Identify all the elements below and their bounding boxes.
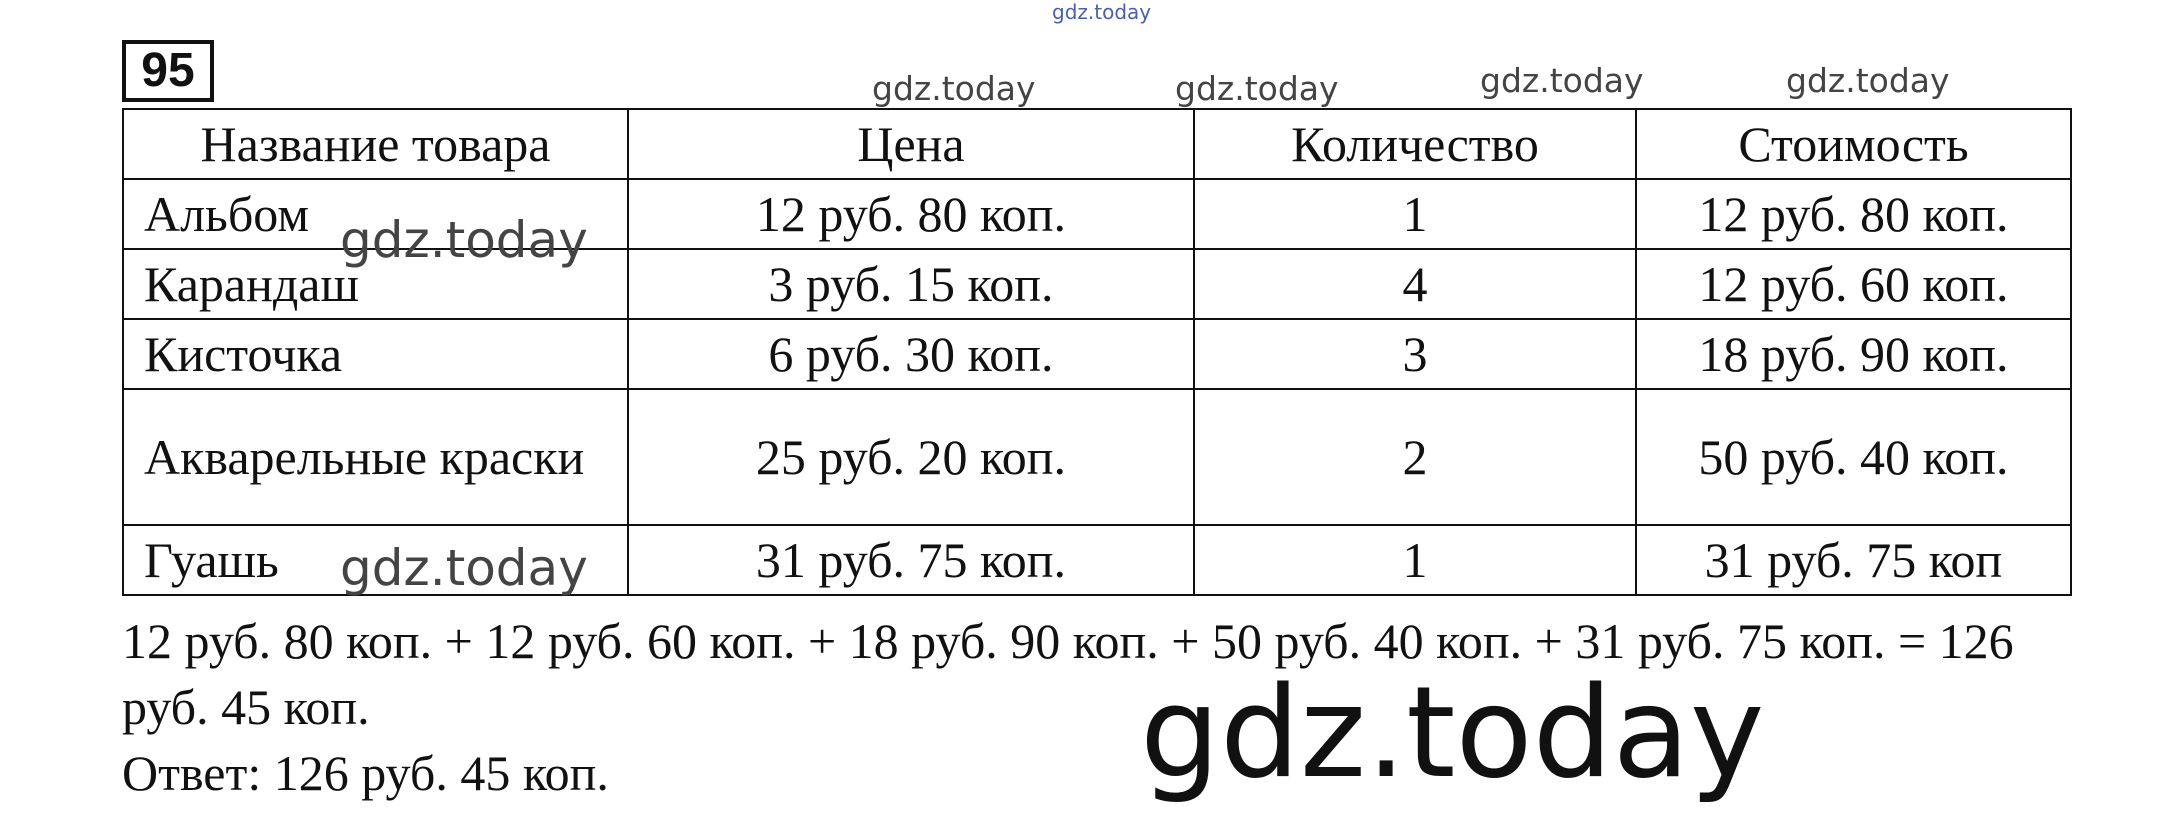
cell-cost: 12 руб. 60 коп. [1636,249,2071,319]
header-cost: Стоимость [1636,109,2071,179]
watermark-large: gdz.today [1140,659,1765,806]
cell-quantity: 2 [1194,389,1636,525]
cell-price: 31 руб. 75 коп. [628,525,1194,595]
cell-cost: 12 руб. 80 коп. [1636,179,2071,249]
cell-name: Кисточка [123,319,628,389]
problem-number: 95 [122,40,214,102]
goods-table [122,108,2072,596]
cell-name: Альбом [123,179,628,249]
cell-name: Гуашь [123,525,628,595]
table-header-row [123,109,2071,179]
cell-name: Акварельные краски [123,389,628,525]
cell-name: Карандаш [123,249,628,319]
answer-text: Ответ: 126 руб. 45 коп. [122,745,609,801]
cell-cost: 31 руб. 75 коп [1636,525,2071,595]
cell-price: 3 руб. 15 коп. [628,249,1194,319]
cell-quantity: 1 [1194,179,1636,249]
header-quantity: Количество [1194,109,1636,179]
cell-quantity: 1 [1194,525,1636,595]
cell-cost: 50 руб. 40 коп. [1636,389,2071,525]
watermark-top: gdz.today [1052,0,1152,24]
header-price: Цена [628,109,1194,179]
calculation-text: 12 руб. 80 коп. + 12 руб. 60 коп. + 18 руб. 90 коп. + 50 руб. 40 коп. + 31 руб. 75 коп. = 126 руб. 45 коп. [122,613,2014,735]
watermark-cell-2: gdz.today [340,539,588,597]
table-row [123,319,2071,389]
watermark-header-4: gdz.today [1786,61,1950,100]
cell-quantity: 4 [1194,249,1636,319]
cell-quantity: 3 [1194,319,1636,389]
cell-price: 12 руб. 80 коп. [628,179,1194,249]
cell-price: 6 руб. 30 коп. [628,319,1194,389]
table-row [123,389,2071,525]
watermark-header-3: gdz.today [1480,61,1644,100]
cell-price: 25 руб. 20 коп. [628,389,1194,525]
watermark-header-1: gdz.today [872,69,1036,108]
watermark-cell-1: gdz.today [340,211,588,269]
header-name: Название товара [123,109,628,179]
cell-cost: 18 руб. 90 коп. [1636,319,2071,389]
watermark-header-2: gdz.today [1175,69,1339,108]
